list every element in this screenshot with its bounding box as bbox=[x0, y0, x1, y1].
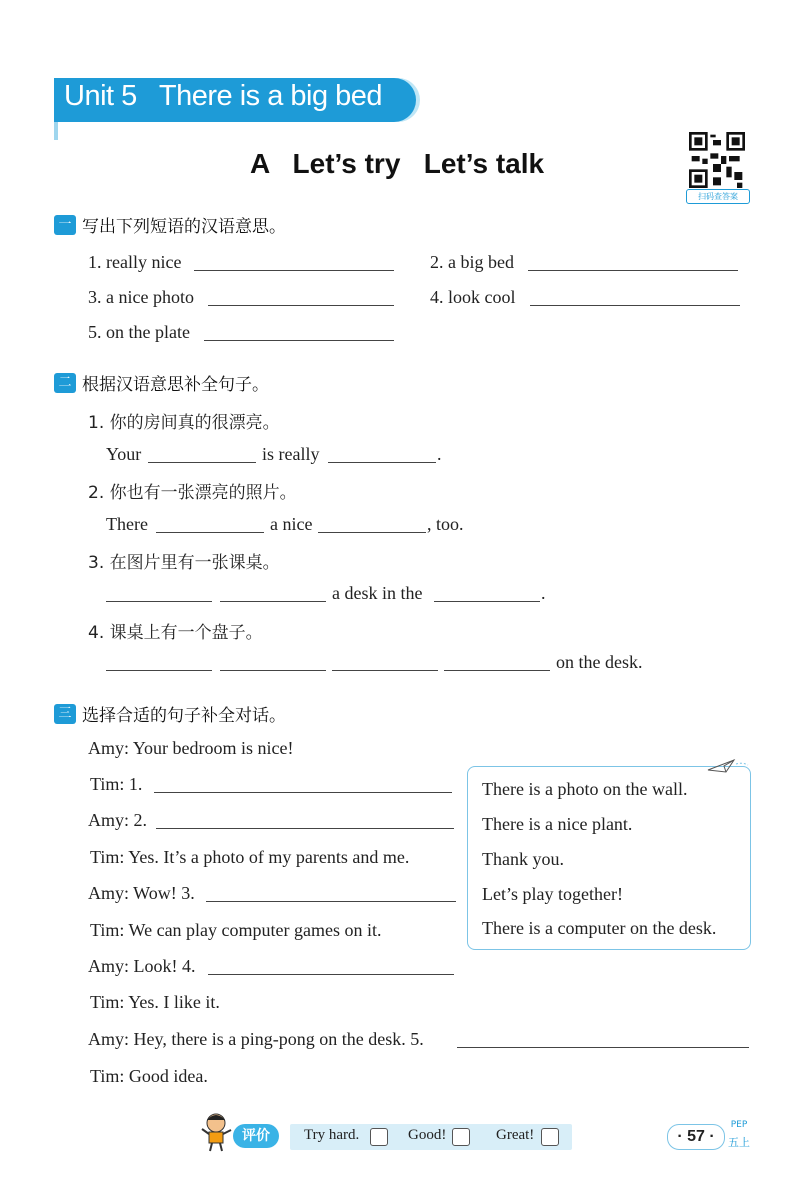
answer-blank[interactable] bbox=[148, 462, 256, 463]
dialogue-line: Amy: Look! 4. bbox=[88, 956, 196, 976]
sentence-text: is really bbox=[262, 444, 320, 464]
dialogue-line: Amy: Hey, there is a ping-pong on the desk. 5. bbox=[88, 1029, 424, 1049]
answer-blank[interactable] bbox=[528, 270, 738, 271]
answer-blank[interactable] bbox=[434, 601, 540, 602]
sentence-text: . bbox=[437, 444, 442, 464]
section-number: 一 bbox=[54, 215, 76, 235]
answer-blank[interactable] bbox=[208, 974, 454, 975]
option-item: Let’s play together! bbox=[482, 884, 623, 904]
qr-label: 扫码查答案 bbox=[686, 189, 750, 204]
banner-accent-bar bbox=[54, 122, 58, 140]
phrase-item: 5. on the plate bbox=[88, 322, 190, 342]
chinese-prompt: 1. 你的房间真的很漂亮。 bbox=[88, 413, 280, 433]
dialogue-line: Tim: Yes. I like it. bbox=[90, 992, 220, 1012]
qr-code-icon bbox=[689, 132, 745, 188]
phrase-item: 4. look cool bbox=[430, 287, 516, 307]
great-label: Great! bbox=[496, 1127, 535, 1143]
chinese-prompt: 2. 你也有一张漂亮的照片。 bbox=[88, 483, 297, 503]
answer-blank[interactable] bbox=[106, 670, 212, 671]
answer-blank[interactable] bbox=[154, 792, 452, 793]
page-number: · 57 · bbox=[667, 1124, 725, 1150]
option-item: Thank you. bbox=[482, 849, 564, 869]
answer-blank[interactable] bbox=[206, 901, 456, 902]
dialogue-line: Amy: 2. bbox=[88, 810, 148, 830]
answer-blank[interactable] bbox=[208, 305, 394, 306]
good-label: Good! bbox=[408, 1127, 447, 1143]
phrase-item: 1. really nice bbox=[88, 252, 182, 272]
dialogue-line: Amy: Your bedroom is nice! bbox=[88, 738, 294, 758]
option-item: There is a computer on the desk. bbox=[482, 918, 717, 938]
chinese-prompt: 3. 在图片里有一张课桌。 bbox=[88, 553, 280, 573]
sentence-text: a desk in the bbox=[332, 583, 423, 603]
great-checkbox[interactable] bbox=[541, 1128, 559, 1146]
option-item: There is a nice plant. bbox=[482, 814, 633, 834]
option-item: There is a photo on the wall. bbox=[482, 779, 688, 799]
answer-blank[interactable] bbox=[106, 601, 212, 602]
section-title: 写出下列短语的汉语意思。 bbox=[82, 217, 286, 237]
answer-blank[interactable] bbox=[328, 462, 436, 463]
evaluation-label: 评价 bbox=[233, 1124, 279, 1148]
edition-label: PEP bbox=[730, 1120, 748, 1130]
try-hard-checkbox[interactable] bbox=[370, 1128, 388, 1146]
student-mascot-icon bbox=[200, 1112, 234, 1152]
sentence-text: There bbox=[106, 514, 148, 534]
answer-blank[interactable] bbox=[156, 828, 454, 829]
answer-blank[interactable] bbox=[332, 670, 438, 671]
answer-blank[interactable] bbox=[318, 532, 426, 533]
answer-blank[interactable] bbox=[444, 670, 550, 671]
try-hard-label: Try hard. bbox=[304, 1127, 360, 1143]
phrase-item: 3. a nice photo bbox=[88, 287, 194, 307]
unit-title: Unit 5 There is a big bed bbox=[64, 80, 383, 112]
sentence-text: a nice bbox=[270, 514, 313, 534]
sentence-text: , too. bbox=[427, 514, 464, 534]
answer-blank[interactable] bbox=[530, 305, 740, 306]
answer-blank[interactable] bbox=[457, 1047, 749, 1048]
dialogue-line: Amy: Wow! 3. bbox=[88, 883, 195, 903]
answer-blank[interactable] bbox=[220, 601, 326, 602]
section-title: 选择合适的句子补全对话。 bbox=[82, 706, 286, 726]
phrase-item: 2. a big bed bbox=[430, 252, 514, 272]
section-number: 二 bbox=[54, 373, 76, 393]
section-number: 三 bbox=[54, 704, 76, 724]
section-title: 根据汉语意思补全句子。 bbox=[82, 375, 269, 395]
chinese-prompt: 4. 课桌上有一个盘子。 bbox=[88, 623, 263, 643]
answer-blank[interactable] bbox=[220, 670, 326, 671]
sentence-text: . bbox=[541, 583, 546, 603]
answer-blank[interactable] bbox=[156, 532, 264, 533]
dialogue-line: Tim: We can play computer games on it. bbox=[90, 920, 382, 940]
sentence-text: on the desk. bbox=[556, 652, 643, 672]
dialogue-line: Tim: Yes. It’s a photo of my parents and me. bbox=[90, 847, 410, 867]
good-checkbox[interactable] bbox=[452, 1128, 470, 1146]
dialogue-line: Tim: Good idea. bbox=[90, 1066, 208, 1086]
paper-plane-icon bbox=[704, 756, 752, 776]
answer-blank[interactable] bbox=[204, 340, 394, 341]
lesson-title: A Let’s try Let’s talk bbox=[250, 148, 545, 179]
answer-blank[interactable] bbox=[194, 270, 394, 271]
grade-label: 五上 bbox=[728, 1136, 750, 1149]
sentence-text: Your bbox=[106, 444, 142, 464]
dialogue-line: Tim: 1. bbox=[90, 774, 143, 794]
